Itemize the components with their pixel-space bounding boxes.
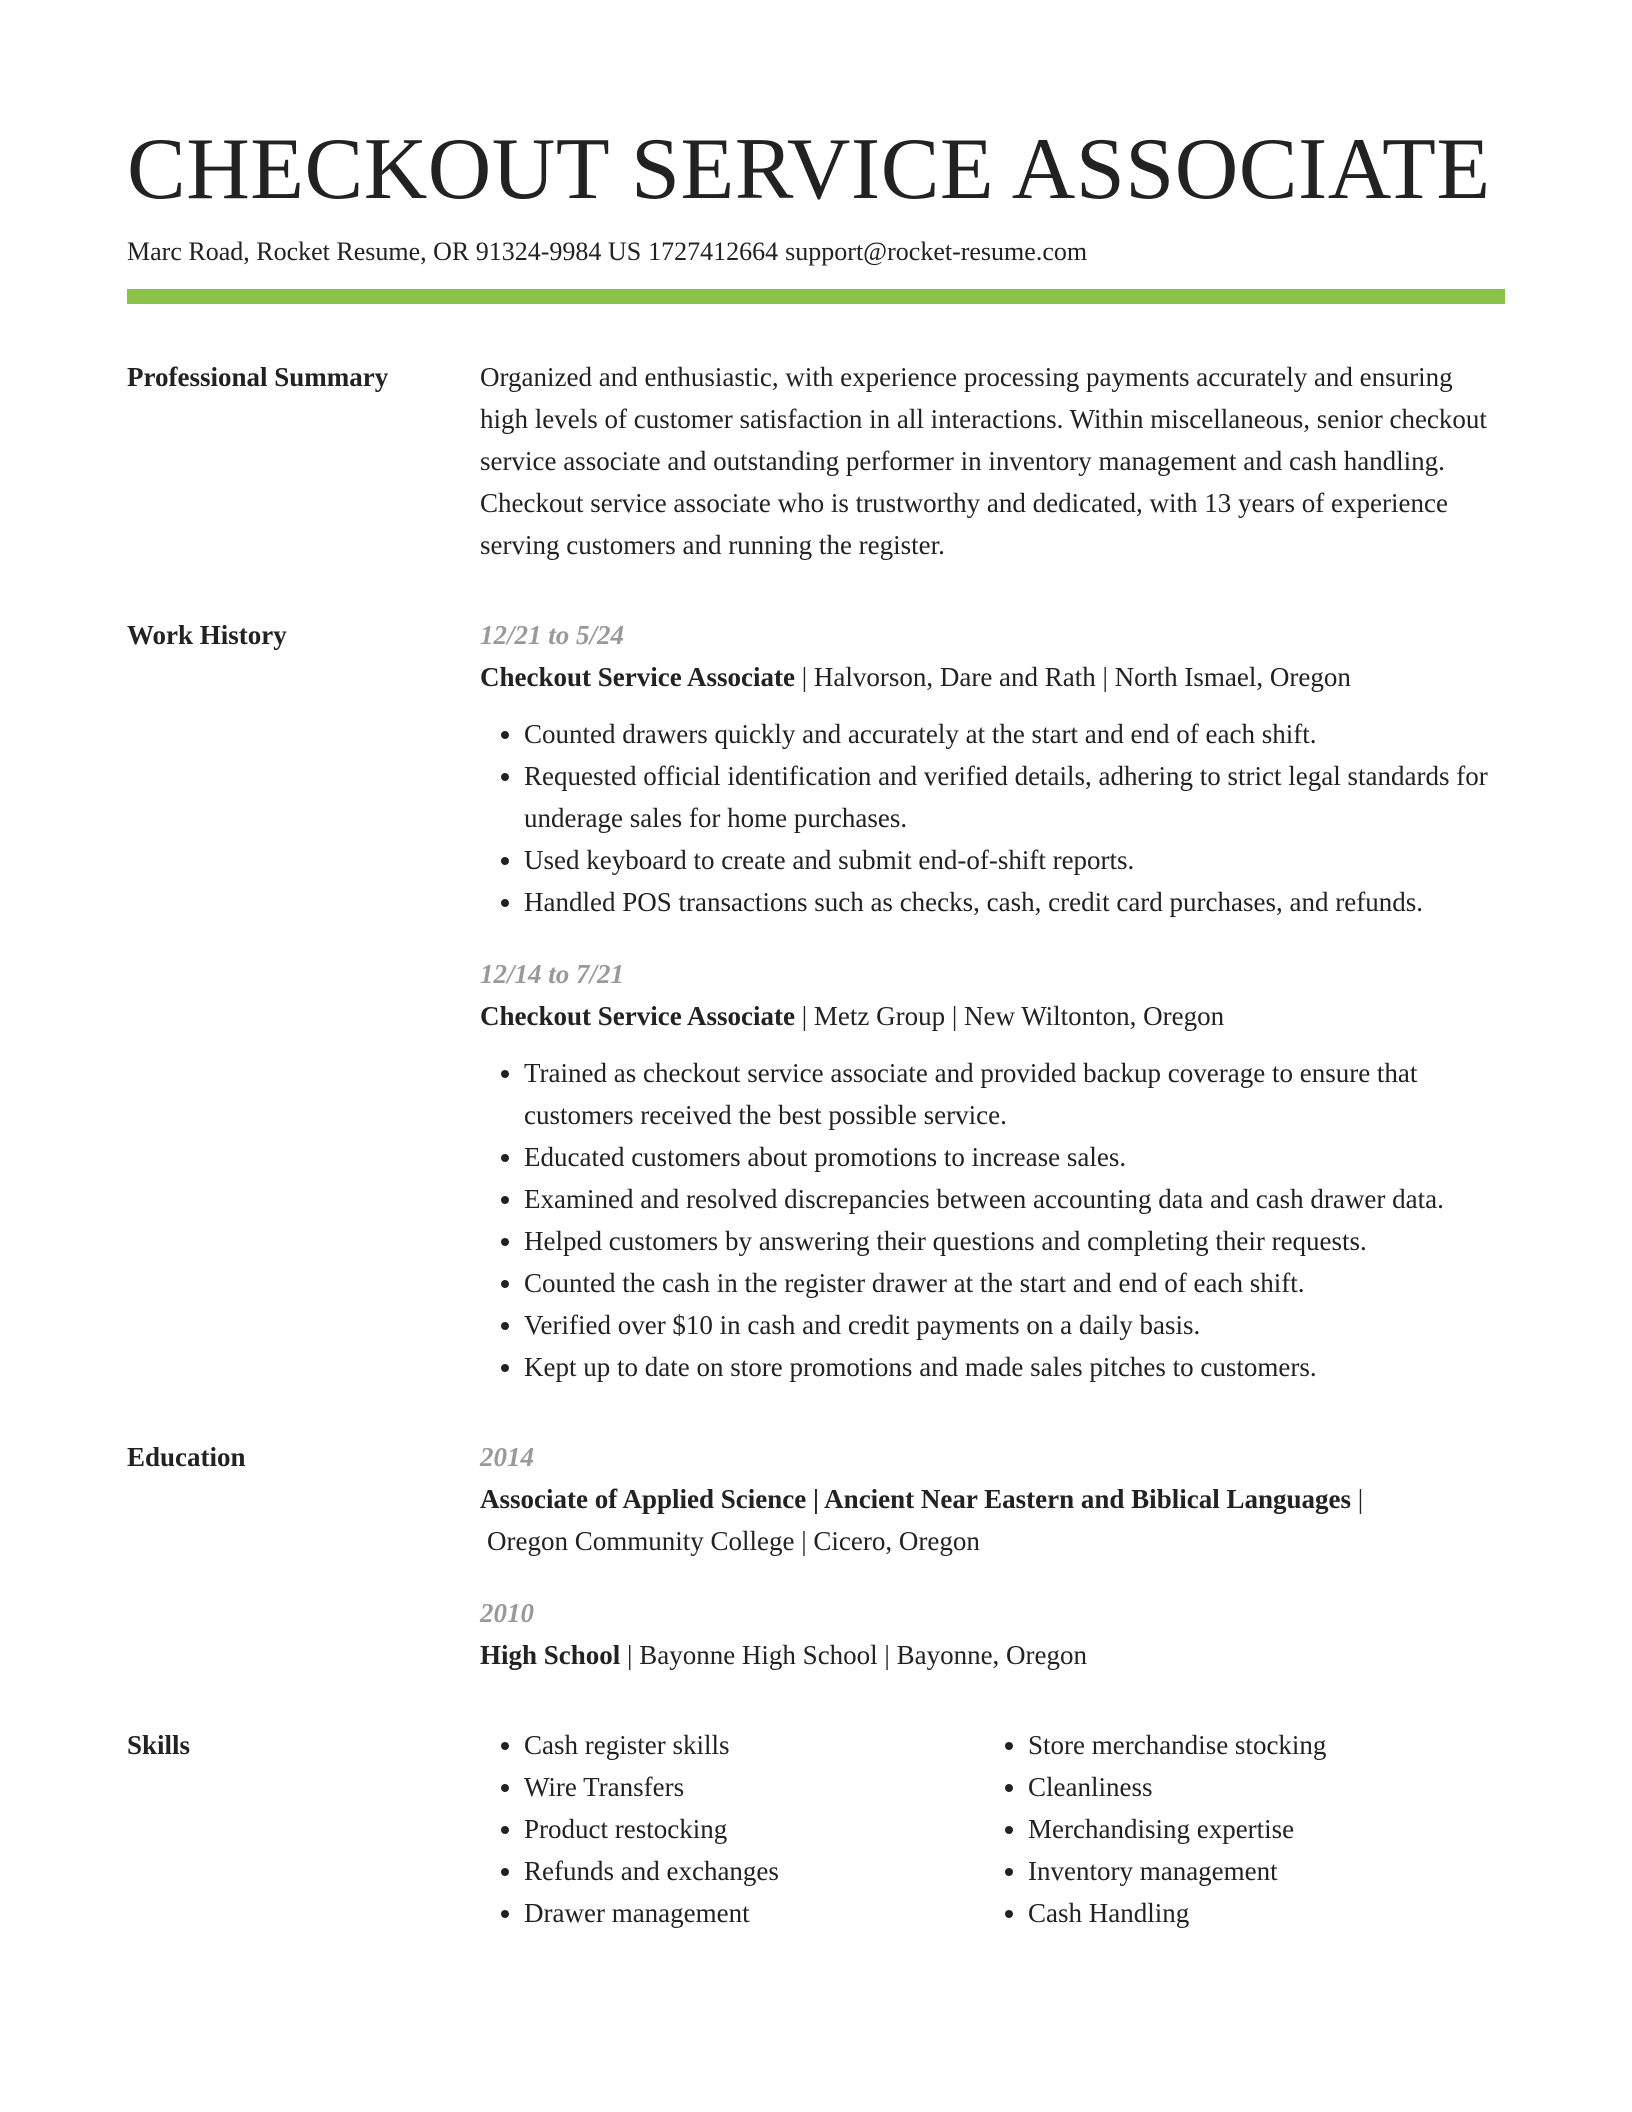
- education-degree-line: [480, 1634, 1505, 1676]
- resume-title: CHECKOUT SERVICE ASSOCIATE: [127, 121, 1491, 218]
- skill-item: • Wire Transfers: [524, 1766, 984, 1808]
- skill-item: • Cleanliness: [1028, 1766, 1488, 1808]
- education-entry: [480, 1436, 1505, 1562]
- education-year: 2014: [480, 1442, 534, 1472]
- job-bullets: [480, 713, 1505, 923]
- job-bullets: [480, 1052, 1505, 1388]
- skills-list-left: [480, 1724, 984, 1934]
- education-heading: Education: [127, 1442, 246, 1472]
- summary-section: [127, 356, 1505, 566]
- summary-body: [480, 356, 1505, 566]
- work-history-body: [480, 614, 1505, 1388]
- education-school: Oregon Community College | Cicero, Oregon: [487, 1526, 980, 1556]
- skill-item: • Product restocking: [524, 1808, 984, 1850]
- job-entry: [480, 953, 1505, 1388]
- job-dates: 12/14 to 7/21: [480, 959, 625, 989]
- job-title-line: [480, 995, 1505, 1037]
- skills-heading: Skills: [127, 1730, 191, 1760]
- job-company-location: | Halvorson, Dare and Rath | North Ismael, Oregon: [794, 662, 1351, 692]
- education-school: | Bayonne High School | Bayonne, Oregon: [620, 1640, 1088, 1670]
- summary-text: Organized and enthusiastic, with experience processing payments accurately and ensuring high levels of customer satisfaction in all interactions. Within miscellaneous, senior checkout service associate and outstanding performer in inventory management and cash handling. Checkout service associate who is trustworthy and dedicated, with 13 years of experience serving customers and running the register.: [480, 362, 1487, 560]
- education-degree-line: [480, 1478, 1505, 1520]
- contact-address: Marc Road, Rocket Resume, OR 91324-9984 US: [127, 237, 642, 266]
- job-bullet: • Trained as checkout service associate and provided backup coverage to ensure that customers received the best possible service.: [524, 1052, 1505, 1136]
- job-bullet: • Educated customers about promotions to increase sales.: [524, 1136, 1505, 1178]
- job-bullet: • Used keyboard to create and submit end-of-shift reports.: [524, 839, 1505, 881]
- skills-columns: [480, 1724, 1505, 1934]
- skills-list-right: [984, 1724, 1488, 1934]
- header-divider: [127, 289, 1505, 304]
- education-separator: |: [1350, 1484, 1364, 1514]
- skills-body: [480, 1724, 1505, 1934]
- work-history-heading: Work History: [127, 620, 287, 650]
- resume-page: [127, 120, 1505, 1934]
- job-bullet: • Verified over $10 in cash and credit payments on a daily basis.: [524, 1304, 1505, 1346]
- education-degree: High School: [480, 1640, 621, 1670]
- skill-item: • Inventory management: [1028, 1850, 1488, 1892]
- job-dates: 12/21 to 5/24: [480, 620, 625, 650]
- skill-item: • Refunds and exchanges: [524, 1850, 984, 1892]
- job-entry: [480, 614, 1505, 923]
- education-section: [127, 1436, 1505, 1676]
- skill-item: • Cash register skills: [524, 1724, 984, 1766]
- job-title-line: [480, 656, 1505, 698]
- job-title: Checkout Service Associate: [480, 1001, 795, 1031]
- skill-item: • Drawer management: [524, 1892, 984, 1934]
- skills-section: [127, 1724, 1505, 1934]
- work-history-section: [127, 614, 1505, 1388]
- job-title: Checkout Service Associate: [480, 662, 795, 692]
- education-year: 2010: [480, 1598, 534, 1628]
- contact-phone: 1727412664: [648, 237, 779, 266]
- job-bullet: • Handled POS transactions such as checks, cash, credit card purchases, and refunds.: [524, 881, 1505, 923]
- education-body: [480, 1436, 1505, 1676]
- skill-item: • Cash Handling: [1028, 1892, 1488, 1934]
- contact-line: [127, 234, 1505, 270]
- summary-heading: Professional Summary: [127, 362, 389, 392]
- job-bullet: • Counted drawers quickly and accurately at the start and end of each shift.: [524, 713, 1505, 755]
- job-bullet: • Counted the cash in the register drawer at the start and end of each shift.: [524, 1262, 1505, 1304]
- job-bullet: • Examined and resolved discrepancies between accounting data and cash drawer data.: [524, 1178, 1505, 1220]
- job-bullet: • Kept up to date on store promotions and made sales pitches to customers.: [524, 1346, 1505, 1388]
- skill-item: • Merchandising expertise: [1028, 1808, 1488, 1850]
- contact-email: support@rocket-resume.com: [785, 237, 1088, 266]
- education-entry: [480, 1592, 1505, 1676]
- job-bullet: • Requested official identification and verified details, adhering to strict legal standards for underage sales for home purchases.: [524, 755, 1505, 839]
- job-company-location: | Metz Group | New Wiltonton, Oregon: [794, 1001, 1225, 1031]
- job-bullet: • Helped customers by answering their questions and completing their requests.: [524, 1220, 1505, 1262]
- skill-item: • Store merchandise stocking: [1028, 1724, 1488, 1766]
- education-degree: Associate of Applied Science | Ancient Near Eastern and Biblical Languages: [480, 1484, 1351, 1514]
